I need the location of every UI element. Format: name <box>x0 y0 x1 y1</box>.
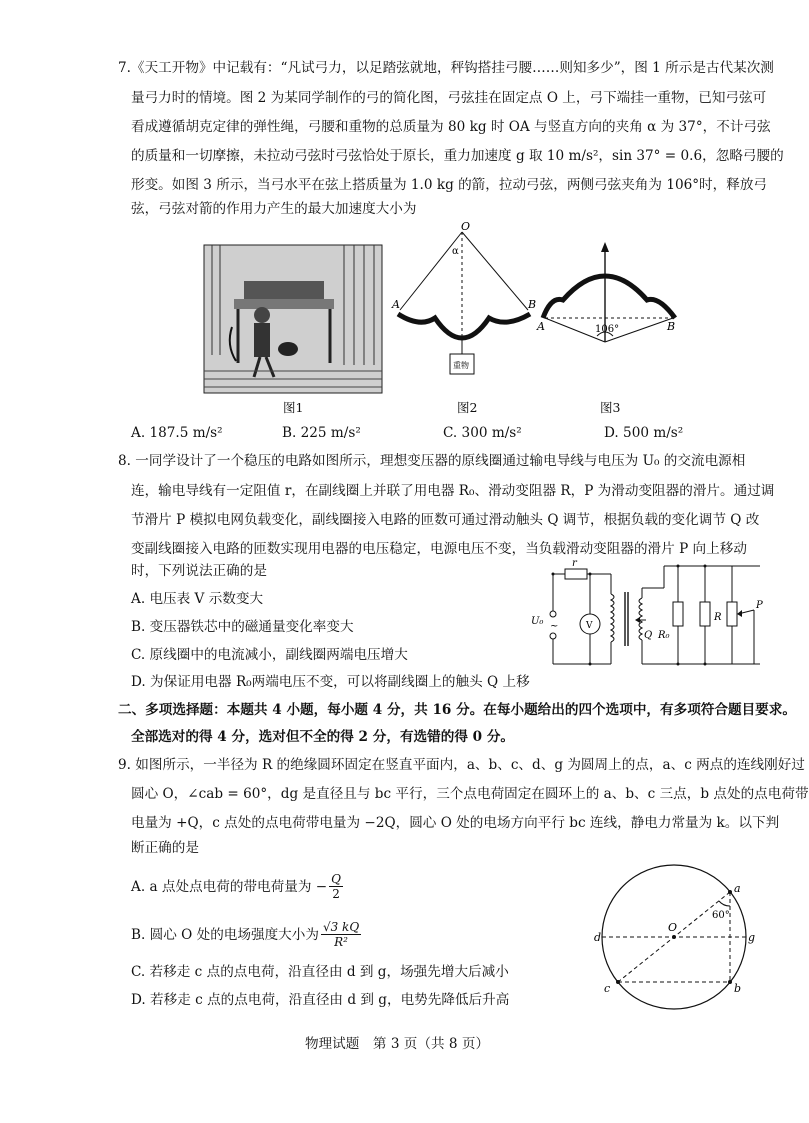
q8-option-b[interactable]: B. 变压器铁芯中的磁通量变化率变大 <box>131 619 354 635</box>
q9-line-4: 断正确的是 <box>131 840 199 856</box>
q9-line-1: 9. 如图所示，一半径为 R 的绝缘圆环固定在竖直平面内，a、b、c、d、g 为圆周上的点，a、c 两点的连线刚好过 <box>118 757 805 773</box>
fig9-label-c: c <box>604 982 611 995</box>
circuit-label-R0: R₀ <box>658 630 670 641</box>
fig3-label-A: A <box>537 320 545 333</box>
fig3-label-angle: 106° <box>595 324 620 335</box>
fig2-label-A: A <box>392 298 400 311</box>
q9-option-b-numerator: √3 kQ <box>322 920 360 934</box>
q8-line-1: 8. 一同学设计了一个稳压的电路如图所示，理想变压器的原线圈通过输电导线与电压为 U₀ 的交流电源相 <box>118 453 746 469</box>
fig9-label-g: g <box>748 931 756 944</box>
q9-line-2: 圆心 O，∠cab = 60°，dg 是直径且与 bc 平行，三个点电荷固定在圆环上的 a、b、c 三点，b 点处的点电荷带 <box>131 786 809 802</box>
fig9-label-angle: 60° <box>712 910 730 921</box>
circuit-label-Q: Q <box>644 630 653 641</box>
q9-option-d[interactable]: D. 若移走 c 点的点电荷，沿直径由 d 到 g，电势先降低后升高 <box>131 992 510 1008</box>
q7-line-6: 弦，弓弦对箭的作用力产生的最大加速度大小为 <box>131 201 417 217</box>
section-2-scoring: 全部选对的得 4 分，选对但不全的得 2 分，有选错的得 0 分。 <box>131 729 515 745</box>
fig2-label-alpha: α <box>452 246 459 257</box>
circuit-label-r: r <box>572 558 577 569</box>
q9-option-b-denominator: R² <box>334 935 348 949</box>
circuit-label-V: V <box>586 621 593 631</box>
fig2-label-B: B <box>528 298 537 311</box>
q8-line-2: 连，输电导线有一定阻值 r，在副线圈上并联了用电器 R₀、滑动变阻器 R，P 为滑动变阻器的滑片。通过调 <box>131 483 775 499</box>
q9-line-3: 电量为 +Q，c 点处的点电荷带电量为 −2Q，圆心 O 处的电场方向平行 bc 连线，静电力常量为 k。以下判 <box>131 815 780 831</box>
q7-line-1: 7.《天工开物》中记载有：“凡试弓力，以足踏弦就地，秤钩搭挂弓腰……则知多少”，图 1 所示是古代某次测 <box>118 60 774 76</box>
fig9-label-b: b <box>734 982 742 995</box>
q8-line-4: 变副线圈接入电路的匝数实现用电器的电压稳定，电源电压不变，当负载滑动变阻器的滑片 P 向上移动 <box>131 541 747 557</box>
q7-line-5: 形变。如图 3 所示，当弓水平在弦上搭质量为 1.0 kg 的箭，拉动弓弦，两侧弓弦夹角为 106°时，释放弓 <box>131 177 768 193</box>
page-footer: 物理试题 第 3 页（共 8 页） <box>304 1036 490 1052</box>
fig9-label-d: d <box>594 931 602 944</box>
fig2-label-weight: 重物 <box>453 361 469 370</box>
circuit-label-R: R <box>714 612 722 623</box>
circuit-label-P: P <box>756 600 763 611</box>
circuit-label-U0: U₀ <box>531 616 544 627</box>
figure-2-caption: 图2 <box>457 400 478 415</box>
circuit-label-tilde: ~ <box>550 621 559 632</box>
q9-option-b-fraction <box>321 920 361 949</box>
q9-option-a-numerator: Q <box>331 872 341 886</box>
q9-option-a-denominator: 2 <box>332 887 340 901</box>
q7-option-d[interactable]: D. 500 m/s² <box>604 425 684 441</box>
q8-circuit-diagram <box>528 558 768 676</box>
q7-figure-2-diagram <box>390 222 540 382</box>
q8-line-3: 节滑片 P 模拟电网负载变化，副线圈接入电路的匝数可通过滑动触头 Q 调节，根据负载的变化调节 Q 改 <box>131 512 760 528</box>
q7-line-4: 的质量和一切摩擦，未拉动弓弦时弓弦恰处于原长，重力加速度 g 取 10 m/s²，sin 37° = 0.6，忽略弓腰的 <box>131 148 784 164</box>
fig9-label-a: a <box>734 882 741 895</box>
q7-option-c[interactable]: C. 300 m/s² <box>443 425 522 441</box>
q9-option-a[interactable] <box>131 872 343 901</box>
fig2-label-O: O <box>461 220 471 233</box>
q8-option-c[interactable]: C. 原线圈中的电流减小，副线圈两端电压增大 <box>131 647 408 663</box>
q7-line-2: 量弓力时的情境。图 2 为某同学制作的弓的简化图，弓弦挂在固定点 O 上，弓下端挂一重物，已知弓弦可 <box>131 90 767 106</box>
q9-option-c[interactable]: C. 若移走 c 点的点电荷，沿直径由 d 到 g，场强先增大后减小 <box>131 964 509 980</box>
q7-option-b[interactable]: B. 225 m/s² <box>282 425 361 441</box>
section-2-heading: 二、多项选择题：本题共 4 小题，每小题 4 分，共 16 分。在每小题给出的四个选项中，有多项符合题目要求。 <box>118 702 796 718</box>
q9-option-a-text: A. a 点处点电荷的带电荷量为 − <box>131 878 328 895</box>
q9-option-b[interactable] <box>131 920 361 949</box>
q7-line-3: 看成遵循胡克定律的弹性绳，弓腰和重物的总质量为 80 kg 时 OA 与竖直方向的夹角 α 为 37°，不计弓弦 <box>131 119 771 135</box>
figure-3-caption: 图3 <box>600 400 621 415</box>
fig9-label-O: O <box>668 921 678 934</box>
q9-option-a-fraction <box>329 872 343 901</box>
q8-line-5: 时，下列说法正确的是 <box>131 563 267 579</box>
q8-option-a[interactable]: A. 电压表 V 示数变大 <box>131 591 264 607</box>
fig3-label-B: B <box>667 320 676 333</box>
figure-1-caption: 图1 <box>283 400 304 415</box>
q7-option-a[interactable]: A. 187.5 m/s² <box>131 425 223 441</box>
q8-option-d[interactable]: D. 为保证用电器 R₀两端电压不变，可以将副线圈上的触头 Q 上移 <box>131 674 530 690</box>
q9-circle-diagram <box>596 862 766 1022</box>
q9-option-b-text: B. 圆心 O 处的电场强度大小为 <box>131 926 319 943</box>
q7-figure-1-illustration <box>204 245 382 393</box>
q7-figure-3-diagram <box>535 242 685 342</box>
